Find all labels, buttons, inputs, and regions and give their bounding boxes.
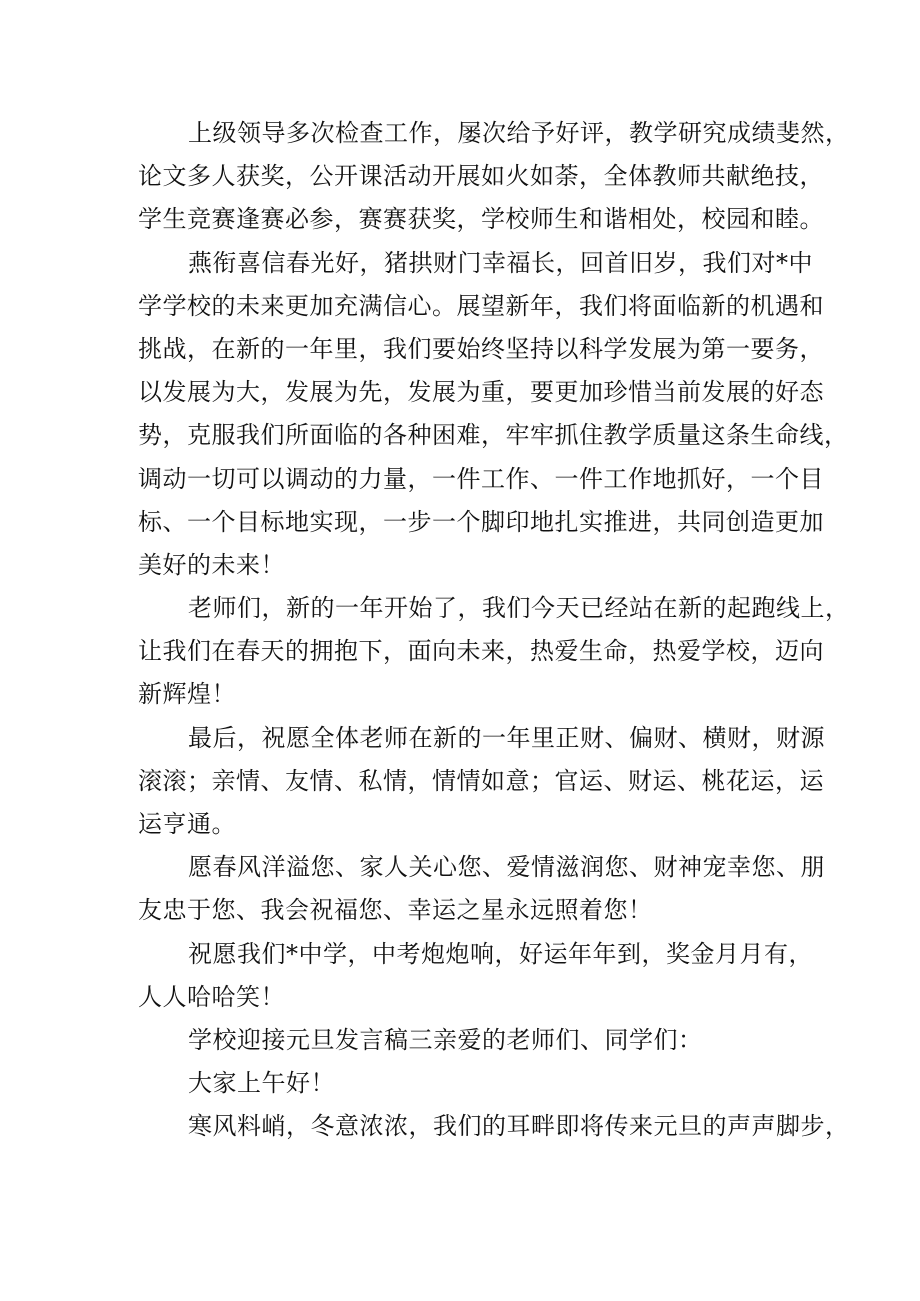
- text-line: 老师们，新的一年开始了，我们今天已经站在新的起跑线上，: [188, 594, 850, 623]
- document-body: [138, 112, 850, 1149]
- text-line: 论文多人获奖，公开课活动开展如火如荼，全体教师共献绝技，: [138, 162, 824, 191]
- text-line: 美好的未来！: [138, 550, 285, 579]
- text-line: 学学校的未来更加充满信心。展望新年，我们将面临新的机遇和: [138, 291, 824, 320]
- text-line: 上级领导多次检查工作，屡次给予好评，教学研究成绩斐然，: [188, 119, 850, 147]
- text-line: 标、一个目标地实现，一步一个脚印地扎实推进，共同创造更加: [138, 507, 824, 536]
- text-line: 大家上午好！: [188, 1069, 335, 1098]
- text-line: 学生竞赛逢赛必参，赛赛获奖，学校师生和谐相处，校园和睦。: [138, 205, 824, 234]
- text-line: 挑战，在新的一年里，我们要始终坚持以科学发展为第一要务，: [138, 334, 824, 363]
- text-line: 以发展为大，发展为先，发展为重，要更加珍惜当前发展的好态: [138, 378, 824, 407]
- text-line: 寒风料峭，冬意浓浓，我们的耳畔即将传来元旦的声声脚步，: [188, 1112, 850, 1141]
- text-line: 祝愿我们*中学，中考炮炮响，好运年年到，奖金月月有，: [188, 939, 813, 968]
- text-line: 势，克服我们所面临的各种困难，牢牢抓住教学质量这条生命线，: [138, 421, 849, 450]
- text-line: 让我们在春天的拥抱下，面向未来，热爱生命，热爱学校，迈向: [138, 637, 824, 666]
- text-line: 运亨通。: [138, 810, 236, 838]
- text-line: 新辉煌！: [138, 680, 236, 709]
- text-line: 滚滚；亲情、友情、私情，情情如意；官运、财运、桃花运，运: [138, 766, 824, 795]
- text-line: 友忠于您、我会祝福您、幸运之星永远照着您！: [138, 896, 653, 925]
- text-line: 学校迎接元旦发言稿三亲爱的老师们、同学们：: [188, 1025, 703, 1054]
- text-line: 调动一切可以调动的力量，一件工作、一件工作地抓好，一个目: [138, 464, 824, 493]
- text-line: 人人哈哈笑！: [138, 982, 285, 1011]
- text-line: 燕衔喜信春光好，猪拱财门幸福长，回首旧岁，我们对*中: [188, 248, 813, 277]
- text-line: 愿春风洋溢您、家人关心您、爱情滋润您、财神宠幸您、朋: [188, 853, 825, 882]
- text-line: 最后，祝愿全体老师在新的一年里正财、偏财、横财，财源: [188, 723, 825, 752]
